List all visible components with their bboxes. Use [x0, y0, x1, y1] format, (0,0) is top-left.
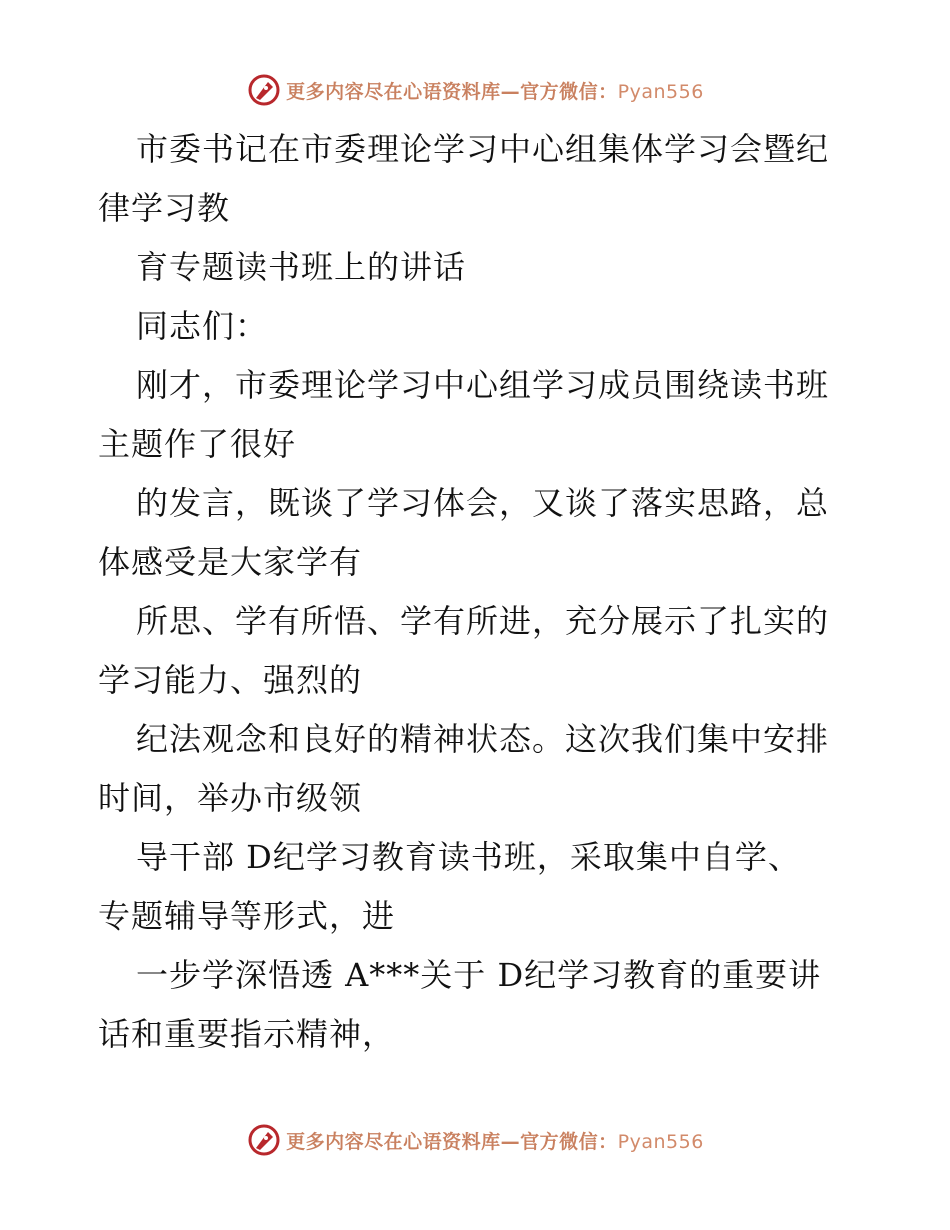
document-body — [98, 120, 858, 1064]
body-line: 专题辅导等形式，进 — [98, 897, 396, 935]
body-line: 体感受是大家学有 — [98, 543, 363, 581]
body-line: 所思、学有所悟、学有所进，充分展示了扎实的 — [136, 602, 830, 640]
body-line: 主题作了很好 — [98, 425, 297, 463]
footer-banner — [0, 1120, 950, 1160]
body-line: 刚才，市委理论学习中心组学习成员围绕读书班 — [136, 366, 830, 404]
banner-account: Pyan556 — [617, 1130, 704, 1153]
body-line: 导干部 D纪学习教育读书班，采取集中自学、 — [136, 838, 801, 876]
body-line: 同志们： — [136, 307, 269, 345]
banner-text: 更多内容尽在心语资料库—官方微信：Pyan556 — [286, 1130, 704, 1153]
body-line: 时间，举办市级领 — [98, 779, 363, 817]
body-line: 话和重要指示精神， — [98, 1015, 396, 1053]
banner-account: Pyan556 — [617, 80, 704, 103]
body-line: 纪法观念和良好的精神状态。这次我们集中安排 — [136, 720, 830, 758]
body-line: 学习能力、强烈的 — [98, 661, 363, 699]
banner-text: 更多内容尽在心语资料库—官方微信：Pyan556 — [286, 80, 704, 103]
body-line: 的发言，既谈了学习体会，又谈了落实思路，总 — [136, 484, 830, 522]
body-line: 育专题读书班上的讲话 — [136, 248, 467, 286]
body-line: 律学习教 — [98, 189, 231, 227]
header-banner — [0, 70, 950, 110]
body-line: 市委书记在市委理论学习中心组集体学习会暨纪 — [136, 130, 830, 168]
pen-nib-logo-icon — [246, 1122, 282, 1158]
body-line: 一步学深悟透 A***关于 D纪学习教育的重要讲 — [136, 956, 822, 994]
pen-nib-logo-icon — [246, 72, 282, 108]
